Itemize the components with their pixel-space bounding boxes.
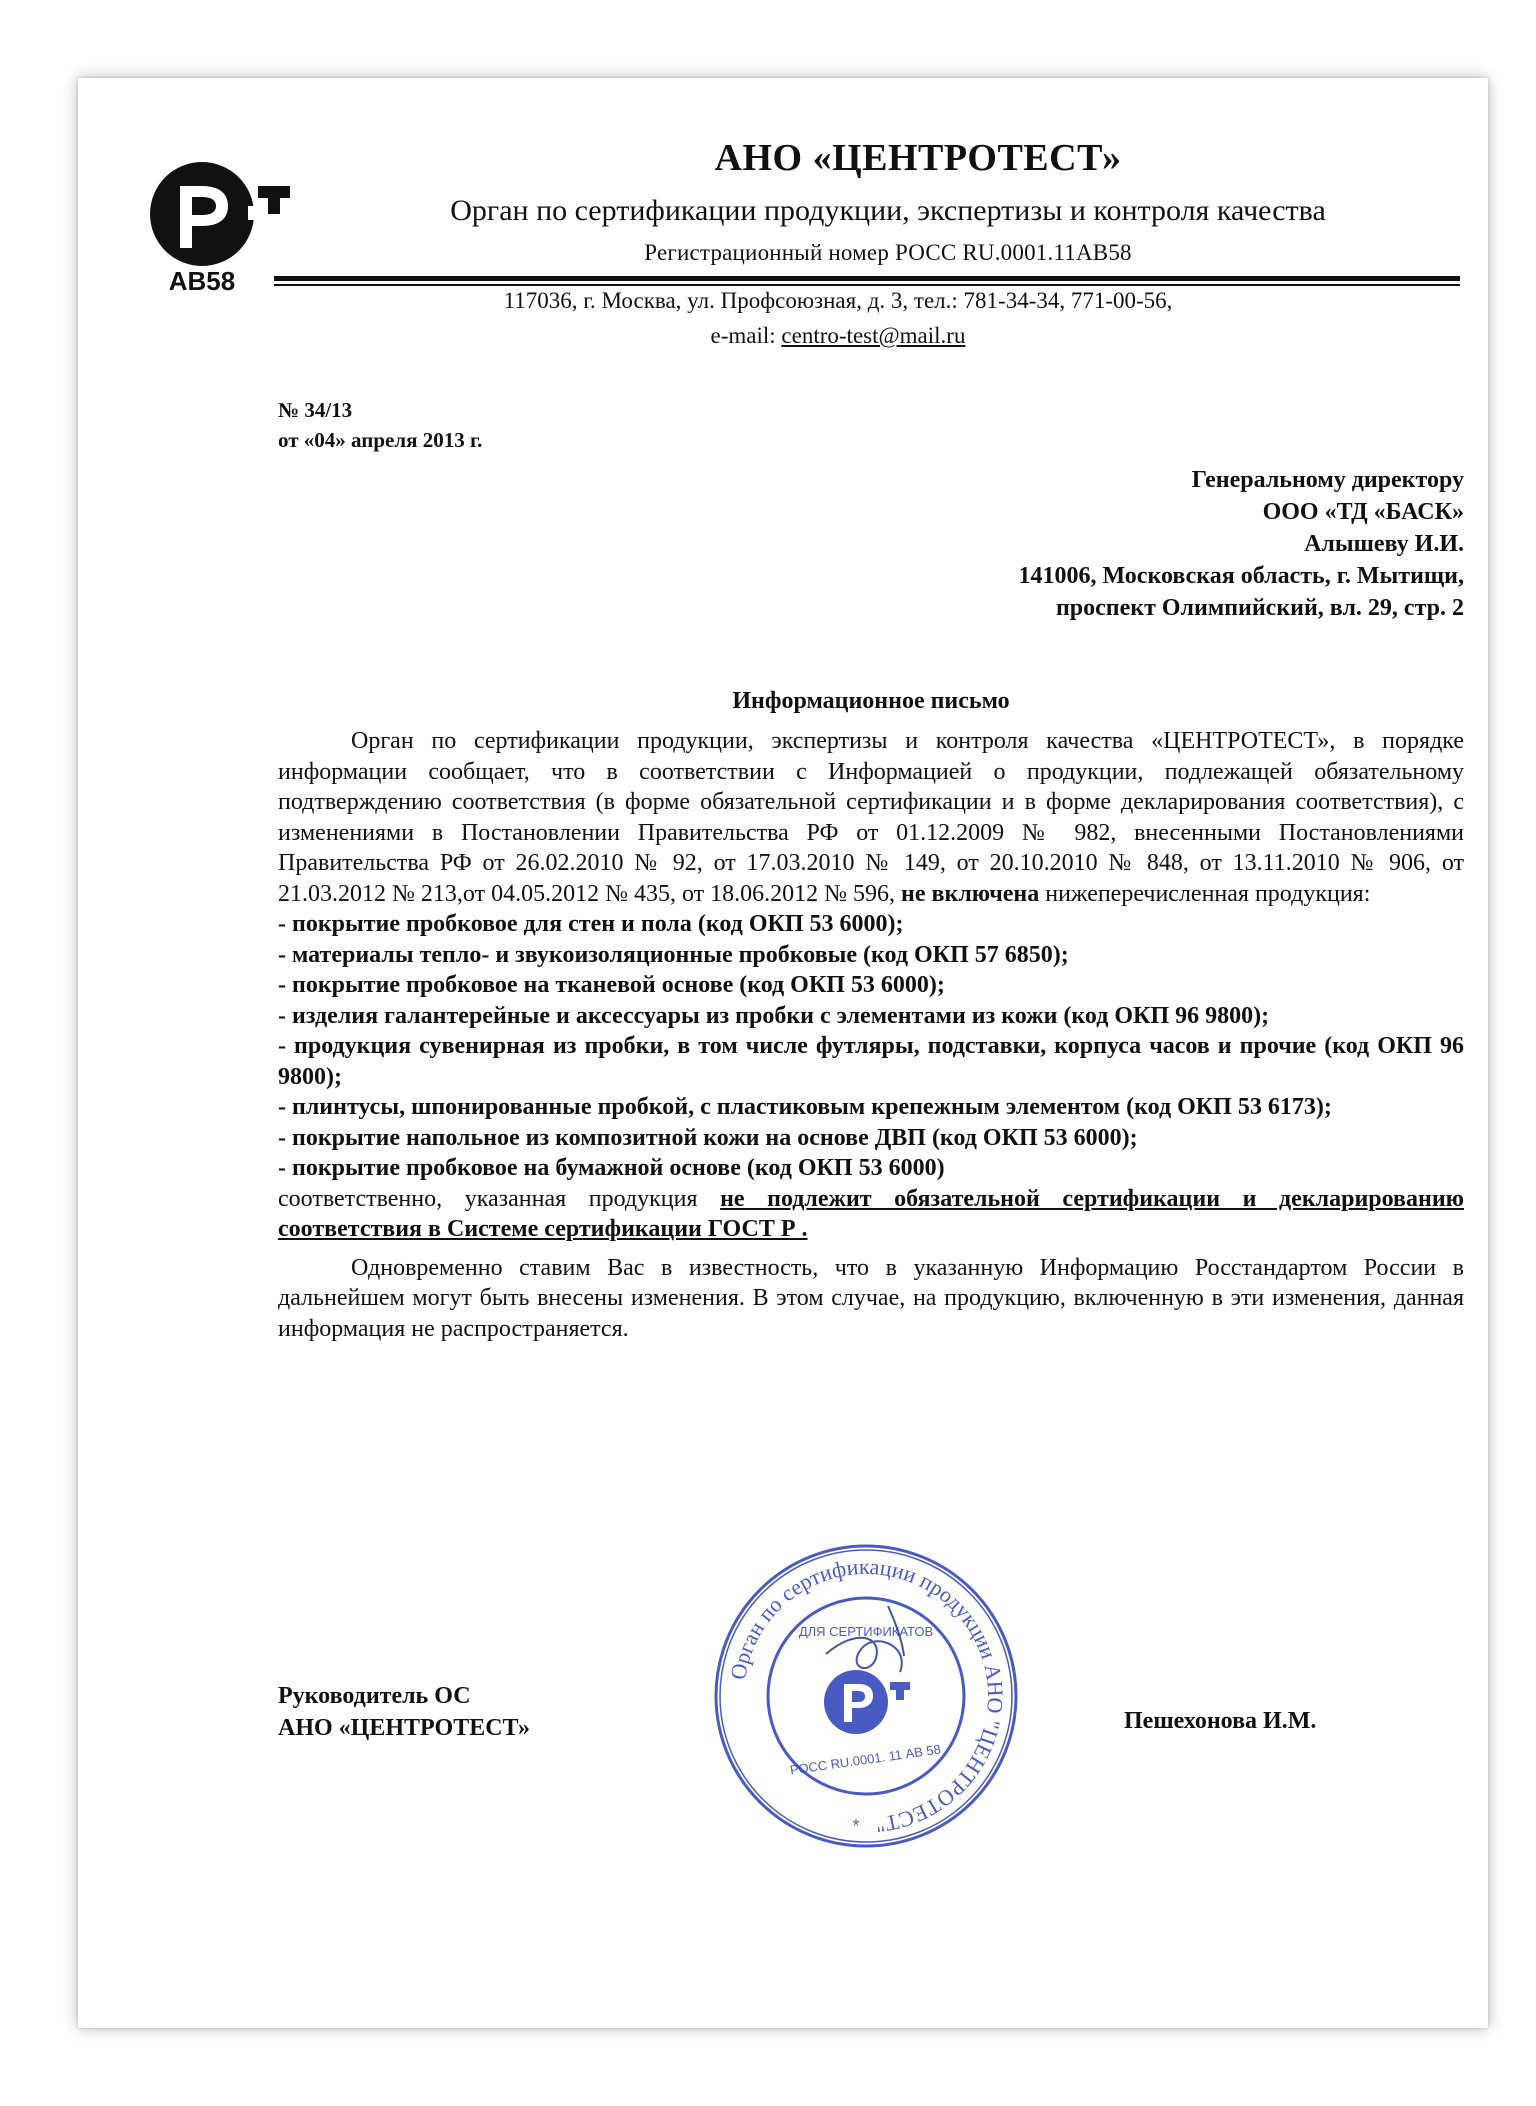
signatory-name: Пешехонова И.М.	[1124, 1708, 1317, 1734]
addressee-company: ООО «ТД «БАСК»	[1262, 499, 1464, 525]
registration-number: Регистрационный номер РОСС RU.0001.11АВ58	[644, 240, 1132, 265]
addressee-address-1: 141006, Московская область, г. Мытищи,	[1018, 563, 1464, 589]
product-list	[278, 909, 1464, 1184]
letter-number: № 34/13	[278, 398, 353, 422]
letter-date: от «04» апреля 2013 г.	[278, 428, 483, 452]
org-email-line	[258, 323, 1418, 349]
not-included-phrase: не включена	[901, 880, 1040, 907]
email-label: e-mail:	[710, 323, 782, 348]
list-item: - изделия галантерейные и аксессуары из пробки с элементами из кожи (код ОКП 96 9800);	[278, 1002, 1270, 1029]
handwritten-signature	[826, 1606, 904, 1672]
addressee-block	[638, 464, 1464, 624]
list-item: - плинтусы, шпонированные пробкой, с пластиковым крепежным элементом (код ОКП 53 6173);	[278, 1094, 1332, 1120]
conclusion-emphasis: не подлежит обязательной сертификации и декларированию соответствия в Системе сертификации ГОСТ Р .	[278, 1185, 1464, 1242]
rst-certification-logo	[140, 156, 290, 296]
org-description: Орган по сертификации продукции, экспертизы и контроля качества	[450, 194, 1326, 227]
body-paragraph-2: Одновременно ставим Вас в известность, что в указанную Информацию Росстандартом России в дальнейшем могут быть внесены изменения. В этом случае, на продукцию, включенную в эти изменения, данная информация не распространяется.	[278, 1254, 1464, 1342]
list-item: - покрытие пробковое на бумажной основе (код ОКП 53 6000)	[278, 1155, 945, 1181]
logo-code: AB58	[168, 266, 236, 296]
org-address: 117036, г. Москва, ул. Профсоюзная, д. 3, тел.: 781-34-34, 771-00-56,	[503, 288, 1173, 313]
list-item: - продукция сувенирная из пробки, в том числе футляры, подставки, корпуса часов и прочие (код ОКП 96 9800);	[278, 1033, 1464, 1090]
stamp-inner-bottom: РОСС RU.0001. 11 АВ 58	[789, 1741, 942, 1778]
list-item: - покрытие пробковое для стен и пола (код ОКП 53 6000);	[278, 911, 904, 937]
stamp-star: *	[852, 1816, 860, 1836]
stamp-inner-top: ДЛЯ СЕРТИФИКАТОВ	[798, 1624, 934, 1639]
signatory-role: Руководитель ОС АНО «ЦЕНТРОТЕСТ»	[278, 1683, 530, 1741]
body-paragraph-1: Орган по сертификации продукции, экспертизы и контроля качества «ЦЕНТРОТЕСТ», в порядке информации сообщает, что в соответствии с Информацией о продукции, подлежащей обязательному подтверждению соответствия (в форме обязательной сертификации и в форме декларирования соответствия), с изменениями в Постановлении Правительства РФ от 01.12.2009 № 982, внесенными Постановлениями Правительства РФ от 26.02.2010 № 92, от 17.03.2010 № 149, от 20.10.2010 № 848, от 13.11.2010 № 906, от 21.03.2012 № 213,от 04.05.2012 № 435, от 18.06.2012 № 596, не включена нижеперечисленная продукция:	[278, 728, 1464, 907]
header-divider-thick	[274, 276, 1460, 281]
list-item: - покрытие пробковое на тканевой основе (код ОКП 53 6000);	[278, 972, 945, 998]
addressee-address-2: проспект Олимпийский, вл. 29, стр. 2	[1055, 595, 1464, 621]
org-name: АНО «ЦЕНТРОТЕСТ»	[714, 137, 1122, 179]
letter-body	[278, 726, 1464, 1344]
stamp-logo-icon	[824, 1670, 910, 1734]
document-sheet	[78, 78, 1488, 2028]
conclusion-paragraph: соответственно, указанная продукция не подлежит обязательной сертификации и декларированию соответствия в Системе сертификации ГОСТ Р .	[278, 1185, 1464, 1242]
addressee-title: Генеральному директору	[1191, 467, 1464, 493]
letter-title: Информационное письмо	[732, 688, 1010, 714]
list-item: - покрытие напольное из композитной кожи на основе ДВП (код ОКП 53 6000);	[278, 1124, 1138, 1151]
email-link[interactable]: centro-test@mail.ru	[781, 323, 966, 348]
addressee-name: Алышеву И.И.	[1304, 531, 1464, 557]
list-item: - материалы тепло- и звукоизоляционные пробковые (код ОКП 57 6850);	[278, 941, 1069, 968]
official-stamp	[706, 1536, 1026, 1856]
stamp-ring-text: Орган по сертификации продукции АНО "ЦЕНТРОТЕСТ"	[725, 1553, 1009, 1838]
header-divider-thin	[274, 284, 1460, 286]
